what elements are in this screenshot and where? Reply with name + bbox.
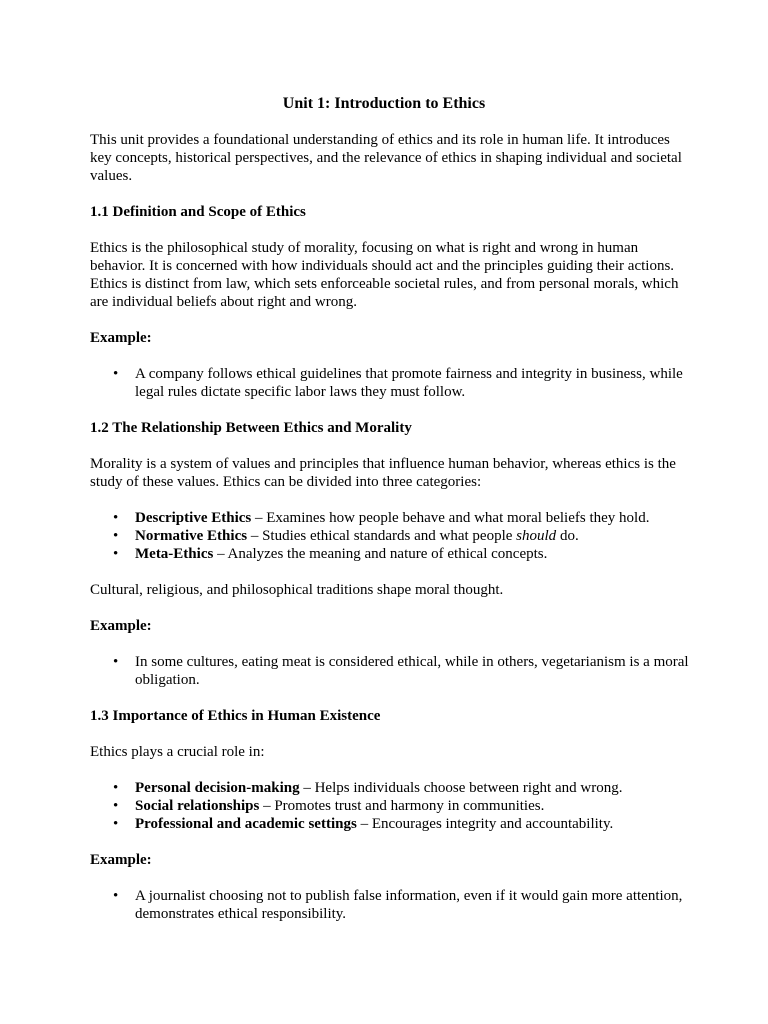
- list-item-term: Personal decision-making: [135, 780, 300, 796]
- section-3-example-list: [90, 887, 690, 923]
- list-item-description: – Examines how people behave and what moral beliefs they hold.: [251, 510, 650, 526]
- list-item-term: Descriptive Ethics: [135, 510, 252, 526]
- document-body: [90, 94, 690, 941]
- section-2-heading: 1.2 The Relationship Between Ethics and Morality: [90, 420, 412, 436]
- list-item-description: – Studies ethical standards and what people: [247, 528, 517, 544]
- list-item-description: – Helps individuals choose between right and wrong.: [299, 780, 623, 796]
- list-item-description: – Encourages integrity and accountability.: [356, 816, 614, 832]
- list-item-description: – Promotes trust and harmony in communities.: [259, 798, 545, 814]
- list-item-emphasis: should: [516, 528, 557, 544]
- page-title: Unit 1: Introduction to Ethics: [282, 95, 486, 112]
- section-3-paragraph: Ethics plays a crucial role in:: [90, 744, 265, 760]
- section-3-heading: 1.3 Importance of Ethics in Human Existence: [90, 708, 381, 724]
- list-item: [135, 779, 690, 797]
- ethics-importance-list: [90, 779, 690, 833]
- list-item-term: Meta-Ethics: [135, 546, 214, 562]
- section-3-example-item: • A journalist choosing not to publish false information, even if it would gain more attention, demonstrates ethical responsibility.: [135, 887, 690, 923]
- section-1-example-label: Example:: [90, 330, 152, 346]
- section-2-example-label: Example:: [90, 618, 152, 634]
- list-item-term: Normative Ethics: [135, 528, 248, 544]
- list-item-description-end: do.: [556, 528, 579, 544]
- list-item: [135, 797, 690, 815]
- section-1-heading: 1.1 Definition and Scope of Ethics: [90, 204, 306, 220]
- section-1-example-list: [90, 365, 690, 401]
- list-item: [135, 509, 690, 527]
- section-2-example-item: • In some cultures, eating meat is considered ethical, while in others, vegetarianism is a moral obligation.: [135, 653, 690, 689]
- list-item-term: Professional and academic settings: [135, 816, 357, 832]
- list-item: [135, 815, 690, 833]
- section-1-example-item: • A company follows ethical guidelines that promote fairness and integrity in business, while legal rules dictate specific labor laws they must follow.: [135, 365, 690, 401]
- section-2-paragraph: Morality is a system of values and principles that influence human behavior, whereas ethics is the study of these values. Ethics can be divided into three categories:: [90, 456, 676, 490]
- section-3-example-label: Example:: [90, 852, 152, 868]
- section-2-example-list: [90, 653, 690, 689]
- list-item: [135, 527, 690, 545]
- section-2-paragraph-2: Cultural, religious, and philosophical traditions shape moral thought.: [90, 582, 504, 598]
- section-1-paragraph: Ethics is the philosophical study of morality, focusing on what is right and wrong in human behavior. It is concerned with how individuals should act and the principles guiding their actions. Ethics is distinct from law, which sets enforceable societal rules, and from personal morals, which are individual beliefs about right and wrong.: [90, 240, 679, 310]
- list-item: [135, 545, 690, 563]
- intro-paragraph: This unit provides a foundational understanding of ethics and its role in human life. It introduces key concepts, historical perspectives, and the relevance of ethics in shaping individual and societal values.: [90, 132, 682, 184]
- list-item-term: Social relationships: [135, 798, 260, 814]
- list-item-description: – Analyzes the meaning and nature of ethical concepts.: [213, 546, 548, 562]
- ethics-categories-list: [90, 509, 690, 563]
